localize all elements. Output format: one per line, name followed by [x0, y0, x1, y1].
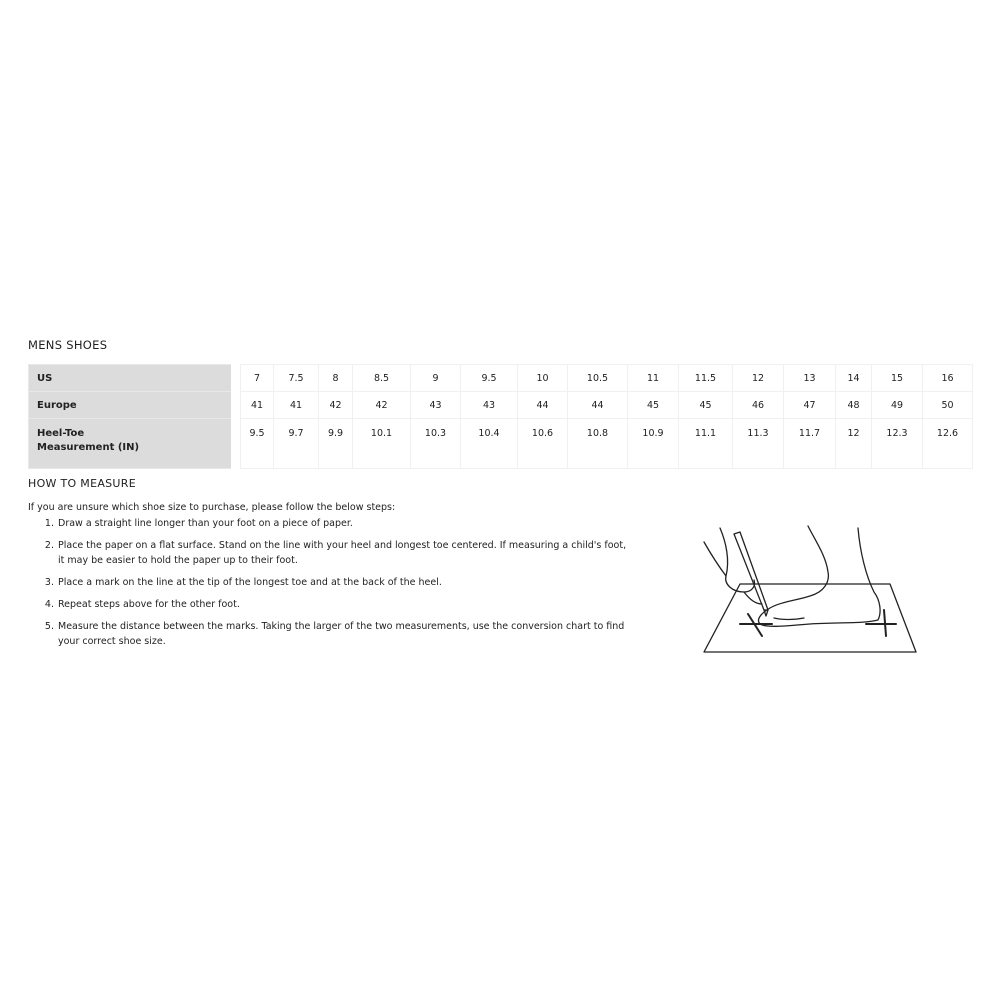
table-row — [29, 392, 973, 419]
table-cell: 10 — [518, 365, 568, 392]
table-cell: 46 — [733, 392, 784, 419]
table-cell: 14 — [836, 365, 872, 392]
table-cell: 15 — [872, 365, 923, 392]
list-item: 2. Place the paper on a flat surface. Stand on the line with your heel and longest toe centered. If measuring a child's foot, it may be easier to hold the paper up to their foot. — [57, 538, 627, 568]
table-cell: 11.1 — [679, 419, 733, 469]
table-cell: 44 — [518, 392, 568, 419]
table-row — [29, 365, 973, 392]
table-cell: 11.5 — [679, 365, 733, 392]
list-item: 1. Draw a straight line longer than your foot on a piece of paper. — [57, 516, 627, 531]
table-cell: 9 — [411, 365, 461, 392]
table-cell: 10.9 — [628, 419, 679, 469]
row-label-line: Measurement (IN) — [37, 442, 140, 453]
table-cell: 11.7 — [784, 419, 836, 469]
table-cell: 42 — [319, 392, 353, 419]
table-cell: 47 — [784, 392, 836, 419]
table-cell: 10.6 — [518, 419, 568, 469]
table-cell: 12.3 — [872, 419, 923, 469]
row-label-europe: Europe — [29, 392, 231, 419]
size-conversion-table — [28, 364, 973, 469]
table-cell: 10.4 — [461, 419, 518, 469]
how-to-intro: If you are unsure which shoe size to purchase, please follow the below steps: — [28, 502, 396, 513]
table-cell: 43 — [461, 392, 518, 419]
list-item: 3. Place a mark on the line at the tip of the longest toe and at the back of the heel. — [57, 575, 627, 590]
table-cell: 16 — [923, 365, 973, 392]
table-cell: 44 — [568, 392, 628, 419]
row-label-heel-toe — [29, 419, 231, 469]
row-label-us: US — [29, 365, 231, 392]
table-cell: 10.8 — [568, 419, 628, 469]
table-cell: 12 — [733, 365, 784, 392]
table-title: MENS SHOES — [28, 338, 108, 352]
foot-measuring-illustration-icon — [690, 512, 922, 660]
table-cell: 41 — [241, 392, 274, 419]
table-row — [29, 419, 973, 469]
table-cell: 41 — [274, 392, 319, 419]
table-cell: 9.7 — [274, 419, 319, 469]
row-label-line: Heel-Toe — [37, 428, 85, 439]
table-cell: 9.5 — [241, 419, 274, 469]
table-cell: 10.1 — [353, 419, 411, 469]
table-cell: 45 — [628, 392, 679, 419]
table-cell: 8 — [319, 365, 353, 392]
table-cell: 50 — [923, 392, 973, 419]
table-cell: 49 — [872, 392, 923, 419]
table-cell: 9.5 — [461, 365, 518, 392]
table-cell: 8.5 — [353, 365, 411, 392]
table-cell: 13 — [784, 365, 836, 392]
table-cell: 45 — [679, 392, 733, 419]
list-item: 4. Repeat steps above for the other foot. — [57, 597, 627, 612]
measure-steps-list — [28, 516, 627, 656]
table-cell: 48 — [836, 392, 872, 419]
list-item: 5. Measure the distance between the marks. Taking the larger of the two measurements, use the conversion chart to find your correct shoe size. — [57, 619, 627, 649]
table-cell: 42 — [353, 392, 411, 419]
table-cell: 11 — [628, 365, 679, 392]
table-cell: 10.3 — [411, 419, 461, 469]
table-cell: 7.5 — [274, 365, 319, 392]
table-cell: 9.9 — [319, 419, 353, 469]
table-cell: 12.6 — [923, 419, 973, 469]
table-cell: 43 — [411, 392, 461, 419]
table-cell: 7 — [241, 365, 274, 392]
table-cell: 12 — [836, 419, 872, 469]
table-cell: 10.5 — [568, 365, 628, 392]
how-to-measure-title: HOW TO MEASURE — [28, 477, 136, 490]
table-cell: 11.3 — [733, 419, 784, 469]
